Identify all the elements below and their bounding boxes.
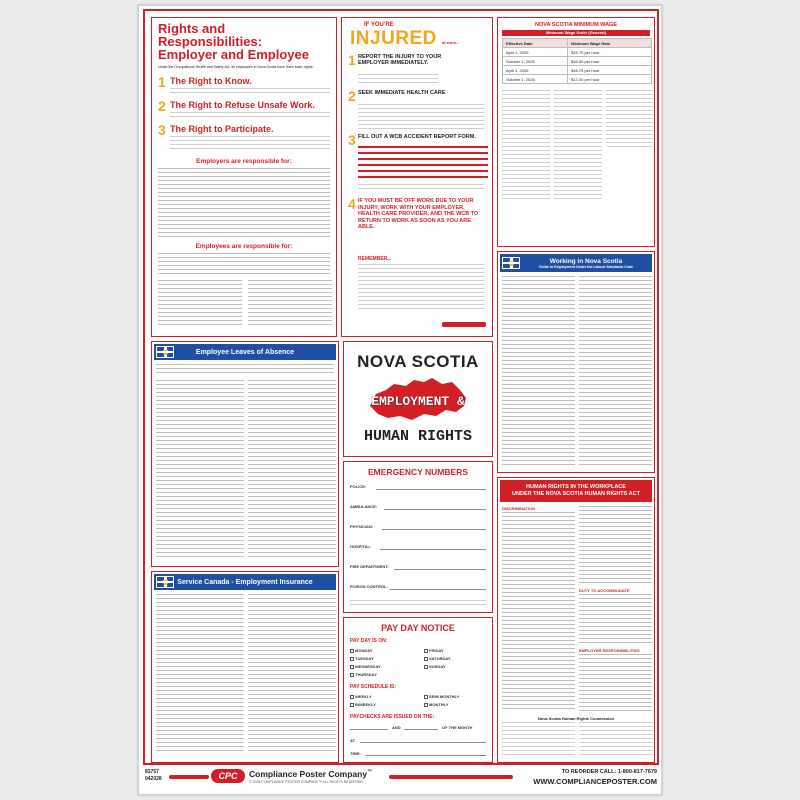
- right-2-title: The Right to Refuse Unsafe Work.: [170, 100, 315, 110]
- injured-step-2-number: 2: [348, 88, 356, 104]
- leaves-col-left: [156, 380, 244, 558]
- payday-at-input[interactable]: [360, 742, 486, 743]
- emergency-police-input[interactable]: [376, 489, 486, 490]
- payday-friday-label: FRIDAY: [429, 648, 444, 653]
- table-row: [503, 48, 652, 57]
- right-3-text: [170, 136, 330, 152]
- payday-of-month-label: OF THE MONTH: [442, 725, 473, 730]
- payday-monthly-checkbox[interactable]: [424, 702, 448, 707]
- min-wage-rate: $16.75 per hour: [568, 66, 652, 75]
- payday-biweekly-checkbox[interactable]: [350, 702, 376, 707]
- injured-step-4: IF YOU MUST BE OFF WORK DUE TO YOUR INJURY, WORK WITH YOUR EMPLOYER, HEALTH CARE PROVIDER, AND THE WCB TO RETURN TO WORK AS SOON AS YOU ARE ABLE.: [358, 198, 479, 230]
- emergency-poison-label: POISON CONTROL:: [350, 584, 388, 589]
- hr-commission: Nova Scotia Human Rights Commission: [537, 716, 615, 721]
- poster-code-2: 042028: [145, 776, 162, 782]
- working-col-left: [502, 276, 575, 468]
- payday-sunday-checkbox[interactable]: [424, 664, 446, 669]
- nova-scotia-flag-icon: [156, 576, 174, 588]
- hr-contacts-right: [579, 722, 652, 758]
- injured-step-3-number: 3: [348, 132, 356, 148]
- payday-panel: [343, 617, 493, 763]
- rights-panel: [151, 17, 337, 337]
- leaves-intro: [156, 364, 334, 376]
- payday-friday-checkbox[interactable]: [424, 648, 444, 653]
- payday-saturday-label: SATURDAY: [429, 656, 451, 661]
- injured-remember: REMEMBER...: [358, 256, 392, 262]
- payday-thursday-checkbox[interactable]: [350, 672, 377, 677]
- min-wage-rate: $15.70 per hour: [568, 48, 652, 57]
- emergency-physician-input[interactable]: [382, 529, 486, 530]
- emergency-title: EMERGENCY NUMBERS: [368, 467, 468, 477]
- min-wage-rate: $17.00 per hour: [568, 75, 652, 84]
- footer-brand: [249, 769, 372, 779]
- rights-intro: Under the Occupational Health and Safety Act, all employees in Nova Scotia have three basic rights:: [158, 65, 314, 69]
- right-2-number: 2: [158, 98, 166, 114]
- rights-title-line2: Responsibilities:: [158, 34, 263, 49]
- payday-sunday-label: SUNDAY: [429, 664, 446, 669]
- footer-url[interactable]: WWW.COMPLIANCEPOSTER.COM: [533, 777, 657, 786]
- hr-contacts-left: [502, 722, 575, 758]
- injured-step-3-detail: [358, 184, 484, 192]
- emergency-fire-label: FIRE DEPARTMENT:: [350, 564, 389, 569]
- logo-line3: HUMAN RIGHTS: [363, 428, 473, 445]
- min-wage-notes-right: [606, 90, 652, 150]
- hr-col-right-bottom: [579, 654, 652, 712]
- injured-step-4-number: 4: [348, 196, 356, 212]
- wcb-logo: [442, 322, 486, 327]
- injured-step-2-detail: [358, 104, 484, 130]
- injured-at-work: at work...: [442, 40, 460, 45]
- payday-saturday-checkbox[interactable]: [424, 656, 451, 661]
- injured-step-1-number: 1: [348, 52, 356, 68]
- min-wage-date: October 1, 2026: [503, 75, 568, 84]
- min-wage-panel: [497, 17, 655, 247]
- contacts-left: [158, 280, 242, 328]
- min-wage-header-row: [503, 39, 652, 48]
- payday-time-label: TIME:: [350, 751, 361, 756]
- payday-first-day-input[interactable]: [350, 729, 388, 730]
- payday-tuesday-label: TUESDAY: [355, 656, 374, 661]
- human-rights-title-1: HUMAN RIGHTS IN THE WORKPLACE: [526, 484, 626, 490]
- min-wage-table: [502, 38, 652, 84]
- payday-weekly-checkbox[interactable]: [350, 694, 372, 699]
- hr-col-left: [502, 512, 575, 712]
- injured-title: INJURED: [350, 28, 437, 49]
- footer-reorder: TO REORDER CALL: 1-800-817-7679: [561, 769, 657, 775]
- payday-semimonthly-label: SEMI MONTHLY: [429, 694, 460, 699]
- min-wage-title: NOVA SCOTIA MINIMUM WAGE: [535, 22, 617, 28]
- footer-swoosh-right: [389, 775, 513, 779]
- injured-panel: [341, 17, 493, 337]
- working-panel: [497, 251, 655, 473]
- injured-step-1-detail: [358, 74, 438, 86]
- labor-law-poster: [138, 5, 662, 795]
- min-wage-date: April 1, 2025: [503, 48, 568, 57]
- emergency-note: [350, 600, 486, 608]
- min-wage-col-rate: Minimum Wage Rate: [568, 39, 652, 48]
- payday-paychecks-heading: PAYCHECKS ARE ISSUED ON THE:: [350, 714, 435, 720]
- payday-monthly-label: MONTHLY: [429, 702, 449, 707]
- emergency-hospital-label: HOSPITAL:: [350, 544, 372, 549]
- injured-if-you-are: IF YOU'RE: [364, 22, 394, 28]
- hr-col-right-mid: [579, 594, 652, 646]
- rights-title-line1: Rights and: [158, 21, 226, 36]
- rights-title-line3: Employer and Employee: [158, 47, 309, 62]
- footer-brand-tm: ™: [367, 769, 373, 775]
- human-rights-panel: [497, 477, 655, 763]
- working-title: Working in Nova Scotia: [549, 257, 623, 265]
- table-row: [503, 57, 652, 66]
- min-wage-col-date: Effective Date: [503, 39, 568, 48]
- poster-footer: [143, 767, 659, 793]
- working-header: [500, 254, 652, 272]
- min-wage-subtitle: Minimum Wage Order (General): [502, 30, 650, 36]
- logo-line1: NOVA SCOTIA: [357, 352, 479, 371]
- payday-wednesday-checkbox[interactable]: [350, 664, 381, 669]
- payday-monday-label: MONDAY: [355, 648, 373, 653]
- human-rights-header: [500, 480, 652, 502]
- payday-at-label: AT: [350, 738, 356, 743]
- logo-line2: EMPLOYMENT &: [371, 394, 465, 409]
- payday-semimonthly-checkbox[interactable]: [424, 694, 459, 699]
- emergency-panel: [343, 461, 493, 613]
- human-rights-logo-panel: [343, 341, 493, 457]
- right-2-text: [170, 112, 330, 120]
- payday-and-label: AND: [392, 725, 401, 730]
- working-col-right: [579, 276, 652, 468]
- emergency-ambulance-input[interactable]: [384, 509, 486, 510]
- payday-title: PAY DAY NOTICE: [381, 623, 455, 633]
- right-3-title: The Right to Participate.: [170, 124, 274, 134]
- payday-second-day-input[interactable]: [404, 729, 438, 730]
- emergency-physician-label: PHYSICIAN:: [350, 524, 374, 529]
- footer-copyright: © 2025 COMPLIANCE POSTER COMPANY™ ALL RIGHTS RESERVED: [249, 780, 363, 784]
- rights-title: [158, 22, 309, 61]
- footer-brand-name: Compliance Poster Company: [249, 769, 368, 779]
- injured-step-2: SEEK IMMEDIATE HEALTH CARE: [358, 90, 446, 96]
- footer-swoosh-left: [169, 775, 209, 779]
- min-wage-date: April 1, 2026: [503, 66, 568, 75]
- employers-list: [158, 168, 330, 240]
- nova-scotia-flag-icon: [502, 257, 520, 269]
- right-1-text: [170, 88, 330, 96]
- leaves-col-right: [248, 380, 336, 558]
- emergency-hospital-input[interactable]: [380, 549, 486, 550]
- injured-step-3-red: [358, 146, 488, 180]
- emergency-fire-input[interactable]: [394, 569, 486, 570]
- employees-heading: Employees are responsible for:: [195, 243, 293, 250]
- employers-heading: Employers are responsible for:: [196, 158, 292, 165]
- injured-step-1: REPORT THE INJURY TO YOUR EMPLOYER IMMEDIATELY.: [358, 54, 442, 66]
- nova-scotia-flag-icon: [156, 346, 174, 358]
- payday-thursday-label: THURSDAY: [355, 672, 377, 677]
- payday-tuesday-checkbox[interactable]: [350, 656, 374, 661]
- min-wage-rate: $16.50 per hour: [568, 57, 652, 66]
- payday-schedule-heading: PAY SCHEDULE IS:: [350, 684, 397, 690]
- human-rights-title-2: UNDER THE NOVA SCOTIA HUMAN RIGHTS ACT: [512, 491, 640, 497]
- min-wage-date: October 1, 2025: [503, 57, 568, 66]
- table-row: [503, 75, 652, 84]
- contacts-right: [248, 280, 332, 328]
- injured-remember-list: [358, 264, 484, 310]
- ei-title: Service Canada - Employment Insurance: [177, 578, 313, 586]
- payday-biweekly-label: BIWEEKLY: [355, 702, 376, 707]
- leaves-panel: [151, 341, 339, 567]
- ei-col-left: [156, 594, 244, 754]
- working-subtitle: Guide to Employment Under the Labour Standards Code: [538, 264, 634, 269]
- payday-monday-checkbox[interactable]: [350, 648, 372, 653]
- payday-weekly-label: WEEKLY: [355, 694, 372, 699]
- payday-day-heading: PAY DAY IS ON:: [350, 638, 388, 644]
- payday-time-input[interactable]: [366, 755, 486, 756]
- emergency-poison-input[interactable]: [390, 589, 486, 590]
- poster-border: [143, 9, 659, 765]
- hr-discrimination-heading: DISCRIMINATION: [502, 506, 536, 511]
- table-row: [503, 66, 652, 75]
- leaves-header: [154, 344, 336, 360]
- emergency-police-label: POLICE:: [350, 484, 367, 489]
- right-1-title: The Right to Know.: [170, 76, 252, 86]
- min-wage-notes-left: [502, 90, 550, 200]
- ei-header: [154, 574, 336, 590]
- right-1-number: 1: [158, 74, 166, 90]
- injured-step-3: FILL OUT A WCB ACCIDENT REPORT FORM.: [358, 134, 476, 140]
- min-wage-notes-mid: [554, 90, 602, 200]
- cpc-logo-text: CPC: [218, 771, 238, 781]
- payday-wednesday-label: WEDNESDAY: [355, 664, 381, 669]
- hr-employer-heading: EMPLOYER RESPONSIBILITIES: [579, 648, 640, 653]
- hr-duty-heading: DUTY TO ACCOMMODATE: [579, 588, 630, 593]
- leaves-title: Employee Leaves of Absence: [195, 348, 295, 356]
- poster-code-1: 83757: [145, 769, 159, 775]
- employees-list: [158, 253, 330, 275]
- cpc-logo: [211, 769, 245, 783]
- hr-col-right-top: [579, 506, 652, 586]
- right-3-number: 3: [158, 122, 166, 138]
- emergency-ambulance-label: AMBULANCE:: [350, 504, 378, 509]
- ei-panel: [151, 571, 339, 763]
- ei-col-right: [248, 594, 336, 754]
